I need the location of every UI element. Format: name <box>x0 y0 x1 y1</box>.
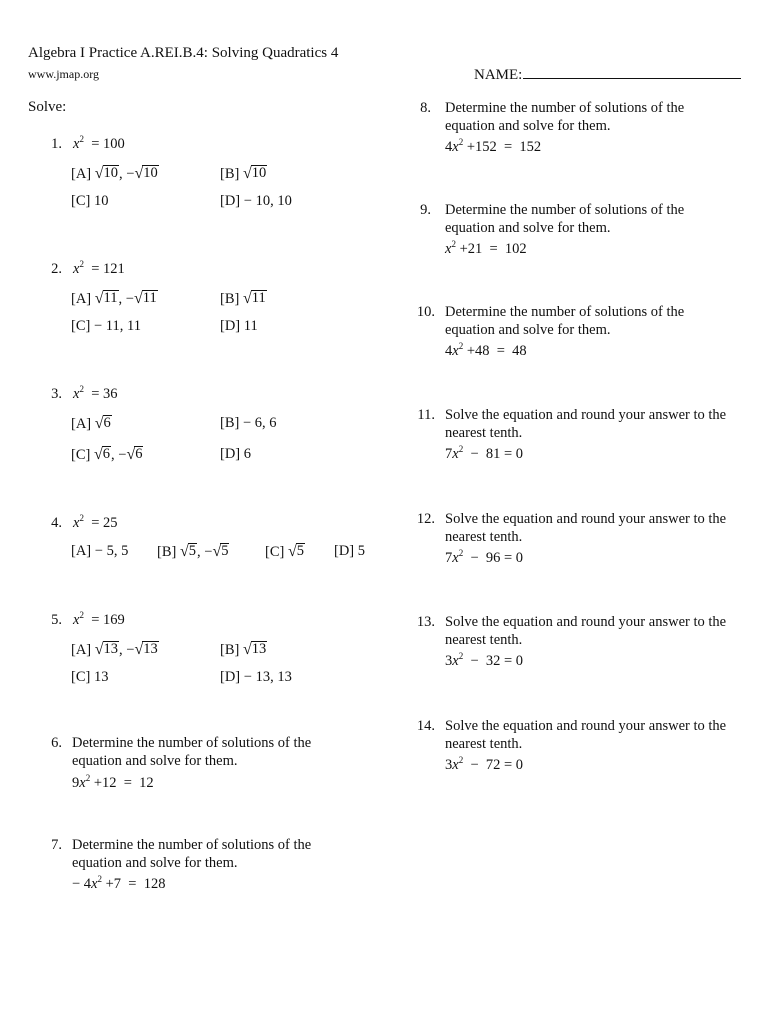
choice-d[interactable]: [D] 11 <box>220 318 258 334</box>
choice-c[interactable]: [C] 10 <box>71 193 109 209</box>
question-equation: $9x^2 +12 = 12$ <box>72 773 154 791</box>
question-prompt-line-2: nearest tenth. <box>445 529 523 545</box>
choice-a[interactable]: [A] √ 11 , − √ 11 <box>71 289 157 307</box>
question-number: 2. <box>51 261 62 277</box>
question-equation: $7x^2 - 81 = 0$ <box>445 444 524 462</box>
choice-c[interactable]: [C] √ 6 , − √ 6 <box>71 445 143 463</box>
question-number: 13. <box>416 614 435 630</box>
question-number: 11. <box>417 407 435 423</box>
solve-label: Solve: <box>28 99 67 115</box>
question-equation: $x^2 = 100$ <box>73 134 125 152</box>
question-equation: $x^2 = 169$ <box>73 610 125 628</box>
question-prompt-line-2: nearest tenth. <box>445 632 523 648</box>
choice-d[interactable]: [D] − 10, 10 <box>220 193 292 209</box>
question-equation: $x^2 +21 = 102$ <box>445 239 527 257</box>
choice-a[interactable]: [A] √ 13 , − √ 13 <box>71 640 158 658</box>
choice-a[interactable]: [A] − 5, 5 <box>71 543 129 559</box>
choice-c[interactable]: [C] − 11, 11 <box>71 318 141 334</box>
question-prompt-line-1: Solve the equation and round your answer to the <box>445 407 727 423</box>
question-prompt-line-1: Determine the number of solutions of the <box>445 100 685 116</box>
question-prompt-line-1: Determine the number of solutions of the <box>445 202 685 218</box>
question-equation: $x^2 = 121$ <box>73 259 125 277</box>
worksheet-title: Algebra I Practice A.REI.B.4: Solving Quadratics 4 <box>28 45 339 61</box>
question-number: 3. <box>51 386 62 402</box>
choice-b[interactable]: [B] − 6, 6 <box>220 415 277 431</box>
choice-b[interactable]: [B] √ 11 <box>220 289 266 307</box>
question-number: 8. <box>420 100 431 116</box>
question-prompt-line-1: Determine the number of solutions of the <box>72 735 312 751</box>
choice-d[interactable]: [D] − 13, 13 <box>220 669 292 685</box>
question-prompt-line-1: Solve the equation and round your answer to the <box>445 718 727 734</box>
choice-b[interactable]: [B] √ 13 <box>220 640 267 658</box>
choice-d[interactable]: [D] 5 <box>334 543 366 559</box>
question-equation: $x^2 = 25$ <box>73 513 118 531</box>
question-number: 4. <box>51 515 62 531</box>
site-url: www.jmap.org <box>28 67 99 81</box>
question-prompt-line-2: equation and solve for them. <box>72 855 238 871</box>
question-equation: $7x^2 - 96 = 0$ <box>445 548 524 566</box>
question-equation: $3x^2 - 72 = 0$ <box>445 755 524 773</box>
question-number: 12. <box>416 511 435 527</box>
question-number: 5. <box>51 612 62 628</box>
question-prompt-line-2: equation and solve for them. <box>445 322 611 338</box>
question-number: 6. <box>51 735 62 751</box>
question-prompt-line-1: Determine the number of solutions of the <box>72 837 312 853</box>
question-prompt-line-2: nearest tenth. <box>445 736 523 752</box>
name-label: NAME: <box>474 67 523 83</box>
question-equation: $3x^2 - 32 = 0$ <box>445 651 524 669</box>
name-field[interactable] <box>474 64 741 84</box>
question-prompt-line-1: Solve the equation and round your answer to the <box>445 511 727 527</box>
question-prompt-line-2: equation and solve for them. <box>445 220 611 236</box>
question-number: 14. <box>416 718 435 734</box>
choice-a[interactable]: [A] √ 10 , − √ 10 <box>71 164 158 182</box>
choice-a[interactable]: [A] √ 6 <box>71 414 111 432</box>
question-number: 10. <box>416 304 435 320</box>
question-prompt-line-2: equation and solve for them. <box>445 118 611 134</box>
question-prompt-line-2: equation and solve for them. <box>72 753 238 769</box>
question-number: 9. <box>420 202 431 218</box>
question-number: 1. <box>51 136 62 152</box>
choice-c[interactable]: [C] 13 <box>71 669 109 685</box>
question-equation: $x^2 = 36$ <box>73 384 118 402</box>
question-prompt-line-1: Solve the equation and round your answer to the <box>445 614 727 630</box>
name-blank-line[interactable] <box>523 64 741 79</box>
question-prompt-line-1: Determine the number of solutions of the <box>445 304 685 320</box>
choice-d[interactable]: [D] 6 <box>220 446 252 462</box>
choice-b[interactable]: [B] √ 5 , − √ 5 <box>157 542 229 560</box>
question-equation: − $4x^2 +7 = 128$ <box>72 874 166 892</box>
choice-c[interactable]: [C] √ 5 <box>265 542 304 560</box>
question-prompt-line-2: nearest tenth. <box>445 425 523 441</box>
question-equation: $4x^2 +152 = 152$ <box>445 137 542 155</box>
question-number: 7. <box>51 837 62 853</box>
question-equation: $4x^2 +48 = 48$ <box>445 341 527 359</box>
choice-b[interactable]: [B] √ 10 <box>220 164 267 182</box>
